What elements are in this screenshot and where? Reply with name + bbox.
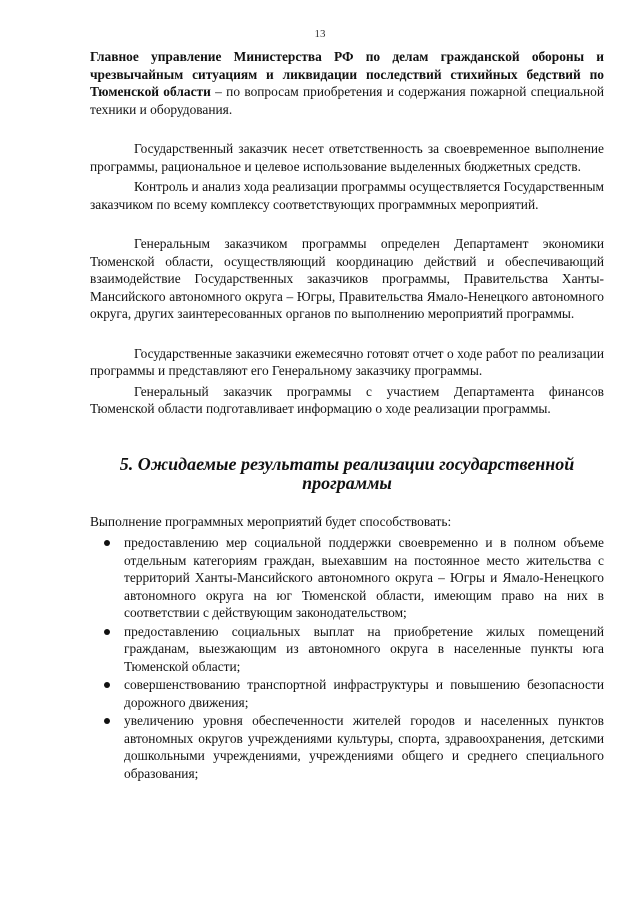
list-item-text: предоставлению социальных выплат на приобретение жилых помещений гражданам, выезжающим из автономного округа в населенные пункты юга Тюменской области; [124, 623, 604, 674]
bullet-icon [104, 540, 110, 546]
paragraph-monthly-reports: Государственные заказчики ежемесячно готовят отчет о ходе работ по реализации программы и представляют его Генеральному заказчику программы. [90, 345, 604, 378]
results-intro: Выполнение программных мероприятий будет способствовать: [90, 513, 452, 529]
list-item-text: совершенствованию транспортной инфраструктуры и повышению безопасности дорожного движения; [124, 677, 604, 710]
paragraph-general-customer-info: Генеральный заказчик программы с участием Департамента финансов Тюменской области подготавливает информацию о ходе реализации программы. [90, 383, 604, 416]
paragraph-state-customer-responsibility: Государственный заказчик несет ответственность за своевременное выполнение программы, рациональное и целевое использование выделенных бюджетных средств. [90, 141, 604, 174]
agency-name: Главное управление Министерства РФ по делам гражданской обороны и чрезвычайным ситуациям и ликвидации последствий стихийных бедствий по Тюменской области [90, 49, 604, 99]
list-item-text: увеличению уровня обеспеченности жителей городов и населенных пунктов автономных округов учреждениями культуры, спорта, здравоохранения, детскими дошкольными учреждениями, учреждениями общего и среднего специального образования; [124, 713, 604, 781]
list-item [90, 534, 604, 622]
list-item-text: предоставлению мер социальной поддержки своевременно и в полном объеме отдельным категориям граждан, выехавшим на постоянное место жительства с территорий Ханты-Мансийского автономного округа – Югры и Ямало-Ненецкого автономного округа на юг Тюменской области, имеющим право на них в соответствии с действующим законодательством; [124, 535, 604, 620]
results-list [90, 534, 604, 782]
list-item [90, 623, 604, 676]
bullet-icon [104, 682, 110, 688]
paragraph-general-customer: Генеральным заказчиком программы определен Департамент экономики Тюменской области, осуществляющий координацию действий и обеспечивающий взаимодействие Государственных заказчиков программы, Правительства Ханты-Мансийского автономного округа – Югры, Правительства Ямало-Ненецкого автономного округа, других заинтересованных органов по выполнению мероприятий программы. [90, 236, 604, 321]
bullet-icon [104, 629, 110, 635]
section-heading: 5. Ожидаемые результаты реализации государственной программы [119, 453, 575, 493]
list-item [90, 712, 604, 782]
agency-role: – по вопросам приобретения и содержания пожарной специальной техники и оборудования. [90, 84, 605, 117]
document-body [90, 48, 604, 783]
bullet-icon [104, 718, 110, 724]
paragraph-responsible-agency [90, 48, 604, 118]
list-item [90, 676, 604, 711]
paragraph-control-analysis: Контроль и анализ хода реализации программы осуществляется Государственным заказчиком по всему комплексу соответствующих программных мероприятий. [90, 179, 604, 212]
page-number: 13 [314, 28, 326, 40]
